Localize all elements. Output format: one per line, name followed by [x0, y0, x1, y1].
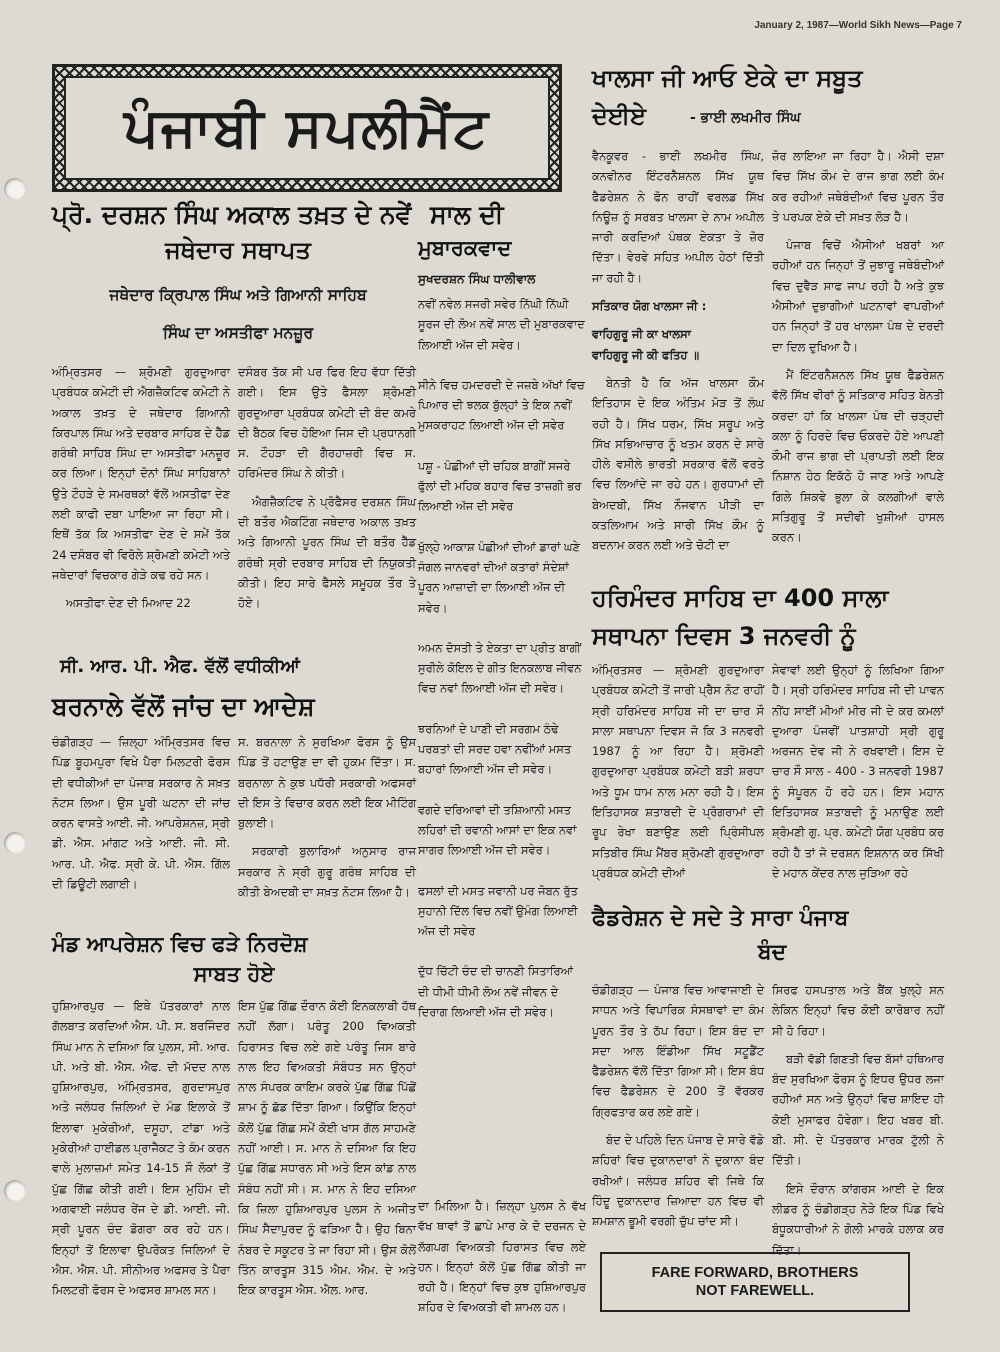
article5-column-2 [772, 146, 944, 568]
article7-paragraph: ਬੜੀ ਵੱਡੀ ਗਿਣਤੀ ਵਿਚ ਬੱਸਾਂ ਹਥਿਆਰ ਬੰਦ ਸੁਰਖਿਆ ਫੋਰਸ ਨੂੰ ਇਧਰ ਉਧਰ ਲਜਾ ਰਹੀਆਂ ਸਨ ਅਤੇ ਉਨ੍ਹਾਂ ਵਿਚ ਸ਼ਾਇਦ ਹੀ ਕੋਈ ਮੁਸਾਫਰ ਹੋਵੇਗਾ। ਇਹ ਖਬਰ ਬੀ. ਬੀ. ਸੀ. ਦੇ ਪੱਤਰਕਾਰ ਮਾਰਕ ਟੁੱਲੀ ਨੇ ਦਿੱਤੀ। [772, 1051, 944, 1168]
article1-subhead-line2: ਸਿੰਘ ਦਾ ਅਸਤੀਫਾ ਮਨਜ਼ੂਰ [162, 324, 314, 342]
article5-paragraph: ਜ਼ੋਰ ਲਾਇਆ ਜਾ ਰਿਹਾ ਹੈ। ਐਸੀ ਦਸ਼ਾ ਵਿਚ ਸਿੱਖ ਕੌਮ ਦੇ ਰਾਜ ਭਾਗ ਲਈ ਕੰਮ ਕਰ ਰਹੀਆਂ ਜਥੇਬੰਦੀਆਂ ਵਿਚ ਪੂਰਨ ਤੌਰ ਤੇ ਪਰਪਕ ਏਕੇ ਦੀ ਸਖ਼ਤ ਲੋੜ ਹੈ। [772, 149, 944, 224]
article4-column-3 [418, 1196, 586, 1336]
article7-paragraph: ਸਿਰਫ ਹਸਪਤਾਲ ਅਤੇ ਬੈਂਕ ਖੁਲ੍ਹੇ ਸਨ ਲੇਕਿਨ ਇਨ੍ਹਾਂ ਵਿਚ ਕੋਈ ਕਾਰੋਬਾਰ ਨਹੀਂ ਸੀ ਹੋ ਰਿਹਾ। [772, 983, 944, 1038]
poem-stanza: ਫਸਲਾਂ ਦੀ ਮਸਤ ਜਵਾਨੀ ਪਰ ਜੋਬਨ ਰੁੱਤ ਸੁਹਾਨੀ ਦਿੱਲ ਵਿਚ ਨਵੀਂ ਉਮੰਗ ਲਿਆਈ ਅੱਜ ਦੀ ਸਵੇਰ [418, 883, 578, 939]
article4-paragraph: ਦਾ ਮਿਲਿਆ ਹੈ। ਜ਼ਿਲ੍ਹਾ ਪੁਲਸ ਨੇ ਵੱਖ ਵੱਖ ਥਾਵਾਂ ਤੋਂ ਛਾਪੇ ਮਾਰ ਕੇ ਦੋ ਦਰਜਨ ਦੇ ਲੱਗਪਗ ਵਿਅਕਤੀ ਹਿਰਾਸਤ ਵਿਚ ਲਏ ਹਨ। ਇਨ੍ਹਾਂ ਕੋਲੋਂ ਪੁੱਛ ਗਿੱਛ ਕੀਤੀ ਜਾ ਰਹੀ ਹੈ। ਇਨ੍ਹਾਂ ਵਿਚ ਕੁਝ ਹੁਸ਼ਿਆਰਪੁਰ ਸ਼ਹਿਰ ਦੇ ਵਿਅਕਤੀ ਵੀ ਸ਼ਾਮਲ ਹਨ। [418, 1199, 586, 1315]
article3-headline: ਸੀ. ਆਰ. ਪੀ. ਐਫ. ਵੱਲੋਂ ਵਧੀਕੀਆਂ [60, 656, 300, 677]
article1-paragraph: ਦਸੰਬਰ ਤੱਕ ਸੀ ਪਰ ਫਿਰ ਇਹ ਵੱਧਾ ਦਿੱਤੀ ਗਈ। ਇਸ ਉਤੇ ਫੈਸਲਾ ਸ਼੍ਰੋਮਣੀ ਗੁਰਦੁਆਰਾ ਪ੍ਰਬੰਧਕ ਕਮੇਟੀ ਦੀ ਬੰਦ ਕਮਰੇ ਦੀ ਬੈਠਕ ਵਿਚ ਹੋਇਆ ਜਿਸ ਦੀ ਪ੍ਰਧਾਨਗੀ ਸ. ਟੌਹੜਾ ਦੀ ਗੈਰਹਾਜ਼ਰੀ ਵਿਚ ਸ. ਹਰਿਮੰਦਰ ਸਿੰਘ ਨੇ ਕੀਤੀ। [238, 365, 416, 481]
article7-paragraph: ਚੰਡੀਗੜ੍ਹ — ਪੰਜਾਬ ਵਿਚ ਆਵਾਜਾਈ ਦੇ ਸਾਧਨ ਅਤੇ ਵਿਪਾਰਿਕ ਸੰਸਥਾਵਾਂ ਦਾ ਕੰਮ ਪੂਰਨ ਤੌਰ ਤੇ ਠੱਪ ਰਿਹਾ। ਇਸ ਬੰਦ ਦਾ ਸਦਾ ਆਲ ਇੰਡੀਆ ਸਿੱਖ ਸਟੂਡੈਂਟ ਫੈਡਰੇਸ਼ਨ ਵੱਲੋਂ ਦਿੱਤਾ ਗਿਆ ਸੀ। ਇਸ ਬੰਧ ਵਿਚ ਫੈਡਰੇਸ਼ਨ ਦੇ 200 ਤੋਂ ਵੱਰਕਰ ਗ੍ਰਿਫਤਾਰ ਕਰ ਲਏ ਗਏ। [592, 983, 764, 1119]
article7-paragraph: ਇਸੇ ਦੌਰਾਨ ਕਾਂਗਰਸ ਆਈ ਦੇ ਇਕ ਲੀਡਰ ਨੂੰ ਚੰਡੀਗੜ੍ਹ ਨੇੜੇ ਇਕ ਪਿੰਡ ਵਿਖੇ ਬੰਧੂਕਧਾਰੀਆਂ ਨੇ ਗੋਲੀ ਮਾਰਕੇ ਹਲਾਕ ਕਰ ਦਿੱਤਾ। [772, 1181, 944, 1257]
article4-paragraph: ਹੁਸ਼ਿਆਰਪੁਰ — ਇਥੇ ਪੱਤਰਕਾਰਾਂ ਨਾਲ ਗੱਲਬਾਤ ਕਰਦਿਆਂ ਐਸ. ਪੀ. ਸ. ਬਰਜਿੰਦਰ ਸਿੰਘ ਮਾਨ ਨੇ ਦਸਿਆ ਕਿ ਪੁਲਸ, ਸੀ. ਆਰ. ਪੀ. ਅਤੇ ਬੀ. ਐਸ. ਐਫ. ਦੀ ਮੱਦਦ ਨਾਲ ਹੁਸ਼ਿਆਰਪੁਰ, ਅੰਮ੍ਰਿਤਸਰ, ਗੁਰਦਾਸਪੁਰ ਅਤੇ ਜਲੰਧਰ ਜ਼ਿਲਿਆਂ ਦੇ ਮੰਡ ਇਲਾਕੇ ਤੋਂ ਇਲਾਵਾ ਮੁਕੇਰੀਆਂ, ਦਸੂਹਾ, ਟਾਂਡਾ ਅਤੇ ਮੁਕੇਰੀਆਂ ਹਾਈਡਲ ਪ੍ਰਾਜੈਕਟ ਤੇ ਕੰਮ ਕਰਨ ਵਾਲੇ ਮੁਲਾਜ਼ਮਾਂ ਸਮੇਤ 14-15 ਸੌ ਲੋਕਾਂ ਤੋਂ ਪੁੱਛ ਗਿੱਛ ਕੀਤੀ ਗਈ। ਇਸ ਮੁਹਿੰਮ ਦੀ ਅਗਵਾਈ ਜਲੰਧਰ ਰੇਂਜ ਦੇ ਡੀ. ਆਈ. ਜੀ. ਸ੍ਰੀ ਪੂਰਨ ਚੰਦ ਡੋਗਰਾ ਕਰ ਰਹੇ ਹਨ। ਇਨ੍ਹਾਂ ਤੋਂ ਇਲਾਵਾ ਉਪਰੋਕਤ ਜਿਲਿਆਂ ਦੇ ਐਸ. ਐਸ. ਪੀ. ਸੀਨੀਅਰ ਅਫਸਰ ਤੇ ਪੈਰਾ ਮਿਲਟਰੀ ਫੋਰਸ ਦੇ ਅਫਸਰ ਸ਼ਾਮਲ ਸਨ। [52, 999, 230, 1298]
article4-column-2 [238, 996, 416, 1336]
poem-stanza: ਪਸ਼ੂ - ਪੰਛੀਆਂ ਦੀ ਚਹਿਕ ਬਾਗੀਂ ਸਜਰੇ ਫੁੱਲਾਂ ਦੀ ਮਹਿਕ ਬਹਾਰ ਵਿਚ ਤਾਜ਼ਗੀ ਭਰ ਲਿਆਈ ਅੱਜ ਦੀ ਸਵੇਰ [418, 458, 582, 514]
article1-paragraph: ਐਗਜ਼ੈਕਟਿਵ ਨੇ ਪ੍ਰੋਫੈਸਰ ਦਰਸ਼ਨ ਸਿੰਘ ਦੀ ਬਤੌਰ ਐਕਟਿੰਗ ਜਥੇਦਾਰ ਅਕਾਲ ਤਖ਼ਤ ਅਤੇ ਗਿਆਨੀ ਪੂਰਨ ਸਿੰਘ ਦੀ ਬਤੌਰ ਹੈੱਡ ਗਰੰਥੀ ਸ੍ਰੀ ਦਰਬਾਰ ਸਾਹਿਬ ਦੀ ਨਿਯੁਕਤੀ ਕੀਤੀ। ਇਹ ਸਾਰੇ ਫੈਸਲੇ ਸਮੂਹਕ ਤੌਰ ਤੇ ਹੋਏ। [238, 494, 416, 611]
article5-greeting-line2: ਵਾਹਿਗੁਰੂ ਜੀ ਕੀ ਫਤਿਹ ॥ [592, 347, 700, 362]
poem-stanza: ਵਗਦੇ ਦਰਿਆਵਾਂ ਦੀ ਤਸ਼ਿਆਨੀ ਮਸਤ ਲਹਿਰਾਂ ਦੀ ਰਵਾਨੀ ਆਸਾਂ ਦਾ ਇਕ ਨਵਾਂ ਸਾਗਰ ਲਿਆਈ ਅੱਜ ਦੀ ਸਵੇਰ। [418, 802, 577, 858]
poem-stanza: ਨਵੀਂ ਨਵੇਲ ਸਜਰੀ ਸਵੇਰ ਨਿੱਘੀ ਨਿੱਘੀ ਸੂਰਜ ਦੀ ਲੋਅ ਨਵੇਂ ਸਾਲ ਦੀ ਮੁਬਾਰਕਵਾਦ ਲਿਆਈ ਅੱਜ ਦੀ ਸਵੇਰ। [418, 297, 585, 352]
poem-headline: ਸਾਲ ਦੀ [430, 200, 504, 229]
boxed-notice-line1: FARE FORWARD, BROTHERS [651, 1265, 859, 1281]
article1-paragraph: ਅੰਮ੍ਰਿਤਸਰ — ਸ਼੍ਰੋਮਣੀ ਗੁਰਦੁਆਰਾ ਪ੍ਰਬੰਧਕ ਕਮੇਟੀ ਦੀ ਐਗਜ਼ੈਕਟਿਵ ਕਮੇਟੀ ਨੇ ਅਕਾਲ ਤਖ਼ਤ ਦੇ ਜਥੇਦਾਰ ਗਿਆਨੀ ਕਿਰਪਾਲ ਸਿੰਘ ਅਤੇ ਦਰਬਾਰ ਸਾਹਿਬ ਦੇ ਹੈੱਡ ਗਰੰਥੀ ਸਾਹਿਬ ਸਿੰਘ ਦਾ ਅਸਤੀਫਾ ਮਨਜ਼ੂਰ ਕਰ ਲਿਆ। ਇਨ੍ਹਾਂ ਦੋਨਾਂ ਸਿੰਘ ਸਾਹਿਬਾਨਾਂ ਉਤੇ ਟੌਹੜੇ ਦੇ ਸਮਰਥਕਾਂ ਵੱਲੋਂ ਅਸਤੀਫਾ ਦੇਣ ਲਈ ਕਾਫੀ ਦਬਾ ਪਾਇਆ ਜਾ ਰਿਹਾ ਸੀ। ਇਥੋਂ ਤੱਕ ਕਿ ਅਸਤੀਫਾ ਦੇਣ ਦੇ ਸਮੇਂ ਤੱਕ 24 ਦਸੰਬਰ ਵੀ ਵਿਰੋਲੇ ਸ਼੍ਰੋਮਣੀ ਕਮੇਟੀ ਅਤੇ ਜਥੇਦਾਰਾਂ ਵਿਚਕਾਰ ਗੇੜੇ ਕਢ ਰਹੇ ਸਨ। [52, 365, 230, 582]
article1-column-1 [52, 362, 230, 642]
article5-headline-line2: ਦੇਈਏ [592, 102, 647, 130]
article4-headline: ਮੰਡ ਆਪਰੇਸ਼ਨ ਵਿਚ ਫੜੇ ਨਿਰਦੋਸ਼ [52, 932, 308, 956]
article5-paragraph: ਵੈਨਕੂਵਰ - ਭਾਈ ਲਖਮੀਰ ਸਿੰਘ, ਕਨਵੀਨਰ ਇੰਟਰਨੈਸ਼ਨਲ ਸਿੱਖ ਯੂਥ ਫੈਡਰੇਸ਼ਨ ਨੇ ਫੋਨ ਰਾਹੀਂ ਵਰਲਡ ਸਿੱਖ ਨਿਊਜ਼ ਨੂੰ ਸਰਬਤ ਖਾਲਸਾ ਦੇ ਨਾਮ ਅਪੀਲ ਜਾਰੀ ਕਰਦਿਆਂ ਪੰਥਕ ਏਕਤਾ ਤੇ ਜ਼ੋਰ ਦਿੱਤਾ। ਵੇਰਵੇ ਸਹਿਤ ਅਪੀਲ ਹੇਠਾਂ ਦਿੱਤੀ ਜਾ ਰਹੀ ਹੈ। [592, 149, 764, 285]
article1-headline: ਪ੍ਰੋ. ਦਰਸ਼ਨ ਸਿੰਘ ਅਕਾਲ ਤਖ਼ਤ ਦੇ ਨਵੇਂ [52, 200, 412, 229]
article3-column-2 [238, 732, 416, 918]
article7-headline-line2: ਬੰਦ [757, 940, 787, 965]
article4-column-1 [52, 996, 230, 1336]
article7-column-2 [772, 980, 944, 1257]
article6-column-1 [592, 660, 764, 900]
boxed-notice-line2: NOT FAREWELL. [695, 1283, 815, 1299]
binder-hole [4, 832, 26, 854]
article6-headline: ਹਰਿਮੰਦਰ ਸਾਹਿਬ ਦਾ 400 ਸਾਲਾ [592, 584, 889, 612]
poem-stanza: ਸੀਨੇ ਵਿਚ ਹਮਦਰਦੀ ਦੇ ਜਜ਼ਬੇ ਅੱਖਾਂ ਵਿਚ ਪਿਆਰ ਦੀ ਝਲਕ ਬੁੱਲ੍ਹਾਂ ਤੇ ਇਕ ਨਵੀਂ ਮੁਸਕਰਾਹਟ ਲਿਆਈ ਅੱਜ ਦੀ ਸਵੇਰ [418, 377, 585, 433]
article5-greeting: ਵਾਹਿਗੁਰੂ ਜੀ ਕਾ ਖਾਲਸਾ [592, 327, 691, 342]
article1-column-2 [238, 362, 416, 642]
article5-paragraph: ਮੈਂ ਇੰਟਰਨੈਸ਼ਨਲ ਸਿੱਖ ਯੂਥ ਫੈਡਰੇਸ਼ਨ ਵੱਲੋਂ ਸਿੱਖ ਵੀਰਾਂ ਨੂੰ ਸਤਿਕਾਰ ਸਹਿਤ ਬੇਨਤੀ ਕਰਦਾ ਹਾਂ ਕਿ ਖਾਲਸਾ ਪੰਥ ਦੀ ਚੜ੍ਹਦੀ ਕਲਾ ਨੂੰ ਹਿਰਦੇ ਵਿਚ ਓਕਰਦੇ ਹੋਏ ਆਪਣੀ ਕੌਮੀ ਰਾਜ ਭਾਗ ਦੀ ਪ੍ਰਾਪਤੀ ਲਈ ਇਕ ਨਿਸ਼ਾਨ ਹੇਠ ਇਕੱਠੇ ਹੋ ਜਾਣ ਅਤੇ ਆਪਣੇ ਗਿਲੇ ਸ਼ਿਕਵੇ ਭੁਲਾ ਕੇ ਕਲਗੀਆਂ ਵਾਲੇ ਸਤਿਗੁਰੂ ਤੋਂ ਸਦੀਵੀ ਖੁਸ਼ੀਆਂ ਹਾਸਲ ਕਰਨ। [772, 367, 944, 545]
boxed-notice [600, 1252, 910, 1312]
article3-paragraph: ਚੰਡੀਗੜ੍ਹ — ਜ਼ਿਲ੍ਹਾ ਅੰਮ੍ਰਿਤਸਰ ਵਿਚ ਪਿੰਡ ਬੂਹਮਪੁਰਾ ਵਿਖੇ ਪੈਰਾ ਮਿਲਟਰੀ ਫੋਰਸ ਦੀ ਵਧੀਕੀਆਂ ਦਾ ਪੰਜਾਬ ਸਰਕਾਰ ਨੇ ਸਖ਼ਤ ਨੋਟਸ ਲਿਆ। ਉਸ ਪੂਰੀ ਘਟਨਾ ਦੀ ਜਾਂਚ ਕਰਨ ਵਾਸਤੇ ਆਈ. ਜੀ. ਆਪਰੇਸ਼ਨਜ਼, ਸ੍ਰੀ ਡੀ. ਐਸ. ਮਾਂਗਟ ਅਤੇ ਆਈ. ਜੀ. ਸੀ. ਆਰ. ਪੀ. ਐਫ. ਸ੍ਰੀ ਕੇ. ਪੀ. ਐਸ. ਗਿੱਲ ਦੀ ਡਿਊਟੀ ਲਗਾਈ। [52, 735, 230, 892]
article4-headline-line2: ਸਾਬਤ ਹੋਏ [193, 962, 275, 986]
article6-paragraph: ਅੰਮ੍ਰਿਤਸਰ — ਸ਼੍ਰੋਮਣੀ ਗੁਰਦੁਆਰਾ ਪ੍ਰਬੰਧਕ ਕਮੇਟੀ ਤੋਂ ਜਾਰੀ ਪ੍ਰੈਸ ਨੋਟ ਰਾਹੀਂ ਸ੍ਰੀ ਹਰਿਮੰਦਰ ਸਾਹਿਬ ਜੀ ਦਾ ਚਾਰ ਸੌ ਸਾਲਾ ਸਥਾਪਨਾ ਦਿਵਸ ਜੋ ਕਿ 3 ਜਨਵਰੀ 1987 ਨੂੰ ਆ ਰਿਹਾ ਹੈ। ਸ਼੍ਰੋਮਣੀ ਗੁਰਦੁਆਰਾ ਪ੍ਰਬੰਧਕ ਕਮੇਟੀ ਬੜੀ ਸ਼ਰਧਾ ਅਤੇ ਧੂਮ ਧਾਮ ਨਾਲ ਮਨਾ ਰਹੀ ਹੈ। ਇਸ ਇਤਿਹਾਸਕ ਸ਼ਤਾਬਦੀ ਦੇ ਪ੍ਰੋਗਰਾਮਾਂ ਦੀ ਰੂਪ ਰੇਖਾ ਬਣਾਉਣ ਲਈ ਪ੍ਰਿੰਸੀਪਲ ਸਤਿਬੀਰ ਸਿੰਘ ਮੈਂਬਰ ਸ਼੍ਰੋਮਣੀ ਗੁਰਦੁਆਰਾ ਪ੍ਰਬੰਧਕ ਕਮੇਟੀ ਦੀਆਂ [592, 663, 764, 880]
article1-paragraph: ਅਸਤੀਫਾ ਦੇਣ ਦੀ ਮਿਆਦ 22 [66, 596, 191, 611]
masthead-frame [52, 64, 562, 192]
article4-paragraph: ਇਸ ਪੁੱਛ ਗਿੱਛ ਦੌਰਾਨ ਕੋਈ ਇਨਕਲਾਬੀ ਹੱਥ ਨਹੀਂ ਲੱਗਾ। ਪਰੰਤੂ 200 ਵਿਅਕਤੀ ਹਿਰਾਸਤ ਵਿਚ ਲਏ ਗਏ ਪਰੰਤੂ ਜਿਸ ਬਾਰੇ ਨਾਲ ਇਹ ਵਿਅਕਤੀ ਸੰਬੰਧਤ ਸਨ ਉਨ੍ਹਾਂ ਨਾਲ ਸੰਪਰਕ ਕਾਇਮ ਕਰਕੇ ਪੁੱਛ ਗਿੱਛ ਪਿੱਛੋਂ ਸ਼ਾਮ ਨੂੰ ਛੱਡ ਦਿੱਤਾ ਗਿਆ। ਕਿਉਂਕਿ ਇਨ੍ਹਾਂ ਕੋਲੋਂ ਪੁੱਛ ਗਿੱਛ ਸਮੇਂ ਕੋਈ ਖਾਸ ਗੱਲ ਸਾਹਮਣੇ ਨਹੀਂ ਆਈ। ਸ. ਮਾਨ ਨੇ ਦਸਿਆ ਕਿ ਇਹ ਪੁੱਛ ਗਿੱਛ ਸਧਾਰਨ ਸੀ ਅਤੇ ਇਸ ਕਾਂਡ ਨਾਲ ਸੰਬੰਧ ਨਹੀਂ ਸੀ। ਸ. ਮਾਨ ਨੇ ਇਹ ਦਸਿਆ ਕਿ ਜ਼ਿਲਾ ਹੁਸ਼ਿਆਰਪੁਰ ਪੁਲਸ ਨੇ ਅਜੀਤ ਸਿੰਘ ਸੈਦਾਪੁਰਦ ਨੂੰ ਫੜਿਆ ਹੈ। ਉਹ ਬਿਨਾ ਨੰਬਰ ਦੇ ਸਕੂਟਰ ਤੇ ਜਾ ਰਿਹਾ ਸੀ। ਉਸ ਕੋਲੋਂ ਤਿੰਨ ਕਾਰਤੂਸ 315 ਐਮ. ਐਮ. ਦੇ ਅਤੇ ਇਕ ਕਾਰਤੂਸ ਐਸ. ਐਲ. ਆਰ. [238, 999, 416, 1298]
article1-headline-line2: ਜਥੇਦਾਰ ਸਥਾਪਤ [165, 236, 311, 264]
poem-column [418, 294, 586, 1334]
article5-byline: - ਭਾਈ ਲਖਮੀਰ ਸਿੰਘ [690, 110, 801, 126]
article6-headline-line2: ਸਥਾਪਨਾ ਦਿਵਸ 3 ਜਨਵਰੀ ਨੂੰ [592, 622, 856, 650]
article5-paragraph: ਬੇਨਤੀ ਹੈ ਕਿ ਅੱਜ ਖਾਲਸਾ ਕੌਮ ਇਤਿਹਾਸ ਦੇ ਇਕ ਅੰਤਿਮ ਮੋੜ ਤੋਂ ਲੰਘ ਰਹੀ ਹੈ। ਸਿੱਖ ਧਰਮ, ਸਿੱਖ ਸਰੂਪ ਅਤੇ ਸਿੱਖ ਸਭਿਆਚਾਰ ਨੂੰ ਖਤਮ ਕਰਨ ਦੇ ਸਾਰੇ ਹੀਲੇ ਵਸੀਲੇ ਭਾਰਤੀ ਸਰਕਾਰ ਵੱਲੋਂ ਵਰਤੇ ਵਿਚ ਲਿਆਂਦੇ ਜਾ ਰਹੇ ਹਨ। ਗੁਰਧਾਮਾਂ ਦੀ ਬੇਅਦਬੀ, ਸਿੱਖ ਨੌਜਵਾਨ ਪੀੜੀ ਦਾ ਕਤਲਿਆਮ ਅਤੇ ਸਾਰੀ ਸਿੱਖ ਕੌਮ ਨੂੰ ਬਦਨਾਮ ਕਰਨ ਲਈ ਅਤੇ ਚੋਟੀ ਦਾ [592, 375, 764, 553]
binder-hole [4, 1180, 26, 1202]
poem-headline-line2: ਮੁਬਾਰਕਵਾਦ [418, 236, 512, 260]
poem-stanza: ਝਰਨਿਆਂ ਦੇ ਪਾਣੀ ਦੀ ਸਰਗਮ ਠੰਢੇ ਪਰਬਤਾਂ ਦੀ ਸਰਦ ਹਵਾ ਨਵੀਂਆਂ ਮਸਤ ਬਹਾਰਾਂ ਲਿਆਈ ਅੱਜ ਦੀ ਸਵੇਰ। [418, 721, 572, 777]
poem-stanza: ਦੁੱਧ ਚਿੱਟੀ ਚੰਦ ਦੀ ਚਾਨਣੀ ਸਿਤਾਰਿਆਂ ਦੀ ਧੀਮੀ ਧੀਮੀ ਲੋਅ ਨਵੇਂ ਜੀਵਨ ਦੇ ਦਿਰਾਗ ਲਿਆਈ ਅੱਜ ਦੀ ਸਵੇਰ। [418, 964, 573, 1020]
poem-stanza: ਖੁੱਲ੍ਹੇ ਆਕਾਸ਼ ਪੰਛੀਆਂ ਦੀਆਂ ਡਾਰਾਂ ਘਣੇ ਜੰਗਲ ਜਾਨਵਰਾਂ ਦੀਆਂ ਕਤਾਰਾਂ ਸੰਦੇਸ਼ਾਂ ਪੂਰਨ ਆਜ਼ਾਦੀ ਦਾ ਲਿਆਈ ਅੱਜ ਦੀ ਸਵੇਰ। [418, 539, 580, 615]
poem-stanza: ਅਮਨ ਦੋਸਤੀ ਤੇ ਏਕਤਾ ਦਾ ਪ੍ਰੀਤ ਬਾਗੀਂ ਸੁਰੀਲੇ ਕੋਇਲ ਦੇ ਗੀਤ ਇਨਕਲਾਬ ਜੀਵਨ ਵਿਚ ਨਵਾਂ ਲਿਆਈ ਅੱਜ ਦੀ ਸਵੇਰ। [418, 640, 582, 696]
article3-column-1 [52, 732, 230, 918]
article3-headline-line2: ਬਰਨਾਲੇ ਵੱਲੋਂ ਜਾਂਚ ਦਾ ਆਦੇਸ਼ [52, 692, 315, 721]
poem-byline: ਸੁਖਦਰਸ਼ਨ ਸਿੰਘ ਧਾਲੀਵਾਲ [418, 272, 536, 286]
article5-salutation: ਸਤਿਕਾਰ ਯੋਗ ਖਾਲਸਾ ਜੀ : [592, 299, 707, 314]
article3-paragraph: ਸਰਕਾਰੀ ਬੁਲਾਰਿਆਂ ਅਨੁਸਾਰ ਰਾਜ ਸਰਕਾਰ ਨੇ ਸ੍ਰੀ ਗੁਰੂ ਗਰੰਥ ਸਾਹਿਬ ਦੀ ਕੀਤੀ ਬੇਅਦਬੀ ਦਾ ਸਖ਼ਤ ਨੋਟਸ ਲਿਆ ਹੈ। [238, 844, 416, 900]
article6-paragraph: ਸੇਵਾਵਾਂ ਲਈ ਉਨ੍ਹਾਂ ਨੂੰ ਲਿਖਿਆ ਗਿਆ ਹੈ। ਸ੍ਰੀ ਹਰਿਮੰਦਰ ਸਾਹਿਬ ਜੀ ਦੀ ਪਾਵਨ ਨੀਂਹ ਸਾਈਂ ਮੀਆਂ ਮੀਰ ਜੀ ਦੇ ਕਰ ਕਮਲਾਂ ਦੁਆਰਾ ਪੰਜਵੀਂ ਪਾਤਸ਼ਾਹੀ ਸ੍ਰੀ ਗੁਰੂ ਅਰਜਨ ਦੇਵ ਜੀ ਨੇ ਰਖਵਾਈ। ਇਸ ਦੇ ਚਾਰ ਸੌ ਸਾਲ - 400 - 3 ਜਨਵਰੀ 1987 ਨੂੰ ਸੰਪੂਰਨ ਹੋ ਰਹੇ ਹਨ। ਇਸ ਮਹਾਨ ਇਤਿਹਾਸਕ ਸ਼ਤਾਬਦੀ ਨੂੰ ਮਨਾਉਣ ਲਈ ਸ਼੍ਰੋਮਣੀ ਗੁ. ਪ੍ਰ. ਕਮੇਟੀ ਯੋਗ ਪ੍ਰਬੰਧ ਕਰ ਰਹੀ ਹੈ ਤਾਂ ਜੋ ਦਰਸ਼ਨ ਇਸ਼ਨਾਨ ਕਰ ਸਿੱਖੀ ਦੇ ਮਹਾਨ ਕੇਂਦਰ ਨਾਲ ਜੁੜਿਆ ਰਹੇ [772, 663, 944, 880]
article6-column-2 [772, 660, 944, 900]
article3-paragraph: ਸ. ਬਰਨਾਲਾ ਨੇ ਸੁਰਖਿਆ ਫੋਰਸ ਨੂੰ ਉਸ ਪਿੰਡ ਤੋਂ ਹਟਾਉਣ ਦਾ ਵੀ ਹੁਕਮ ਦਿੱਤਾ। ਸ. ਬਰਨਾਲਾ ਨੇ ਕੁਝ ਪਧੱਰੀ ਸਰਕਾਰੀ ਅਫਸਰਾਂ ਦੀ ਇਸ ਤੇ ਵਿਚਾਰ ਕਰਨ ਲਈ ਇਕ ਮੀਟਿੰਗ ਬੁਲਾਈ। [238, 735, 416, 831]
article1-subhead: ਜਥੇਦਾਰ ਕ੍ਰਿਪਾਲ ਸਿੰਘ ਅਤੇ ਗਿਆਨੀ ਸਾਹਿਬ [109, 286, 367, 304]
article7-headline: ਫੈਡਰੇਸ਼ਨ ਦੇ ਸਦੇ ਤੇ ਸਾਰਾ ਪੰਜਾਬ [592, 906, 849, 931]
article5-paragraph: ਪੰਜਾਬ ਵਿਚੋਂ ਐਸੀਆਂ ਖਬਰਾਂ ਆ ਰਹੀਆਂ ਹਨ ਜਿਨ੍ਹਾਂ ਤੋਂ ਜੁਝਾਰੂ ਜਥੇਬੰਦੀਆਂ ਵਿਚ ਦੁਵੈੜ ਸਾਫ ਜਾਪ ਰਹੀ ਹੈ ਅਤੇ ਕੁਝ ਐਸੀਆਂ ਦੁਭਾਗੀਆਂ ਘਟਨਾਵਾਂ ਵਾਪਰੀਆਂ ਹਨ ਜਿਨ੍ਹਾਂ ਤੋਂ ਹਰ ਖਾਲਸਾ ਪੰਥ ਦੇ ਦਰਦੀ ਦਾ ਦਿਲ ਦੁਖਿਆ ਹੈ। [772, 238, 944, 354]
masthead-title: ਪੰਜਾਬੀ ਸਪਲੀਮੈਂਟ [64, 76, 550, 180]
article5-headline: ਖਾਲਸਾ ਜੀ ਆਓ ਏਕੇ ਦਾ ਸਬੂਤ [592, 64, 863, 92]
article5-column-1 [592, 146, 764, 568]
article7-paragraph: ਬੰਦ ਦੇ ਪਹਿਲੇ ਦਿਨ ਪੰਜਾਬ ਦੇ ਸਾਰੇ ਵੱਡੇ ਸ਼ਹਿਰਾਂ ਵਿਚ ਦੁਕਾਨਦਾਰਾਂ ਨੇ ਦੁਕਾਨਾ ਬੰਦ ਰਖੀਆਂ। ਜਲੰਧਰ ਸ਼ਹਿਰ ਵੀ ਜਿਥੇ ਕਿ ਹਿੰਦੂ ਦੁਕਾਨਦਾਰ ਜ਼ਿਆਦਾ ਹਨ ਵਿਚ ਵੀ ਸ਼ਮਸ਼ਾਨ ਭੂਮੀ ਵਰਗੀ ਚੁੱਪ ਚਾਂਦ ਸੀ। [592, 1133, 764, 1229]
binder-hole [4, 178, 26, 200]
running-head: January 2, 1987—World Sikh News—Page 7 [754, 20, 962, 31]
article7-column-1 [592, 980, 764, 1230]
